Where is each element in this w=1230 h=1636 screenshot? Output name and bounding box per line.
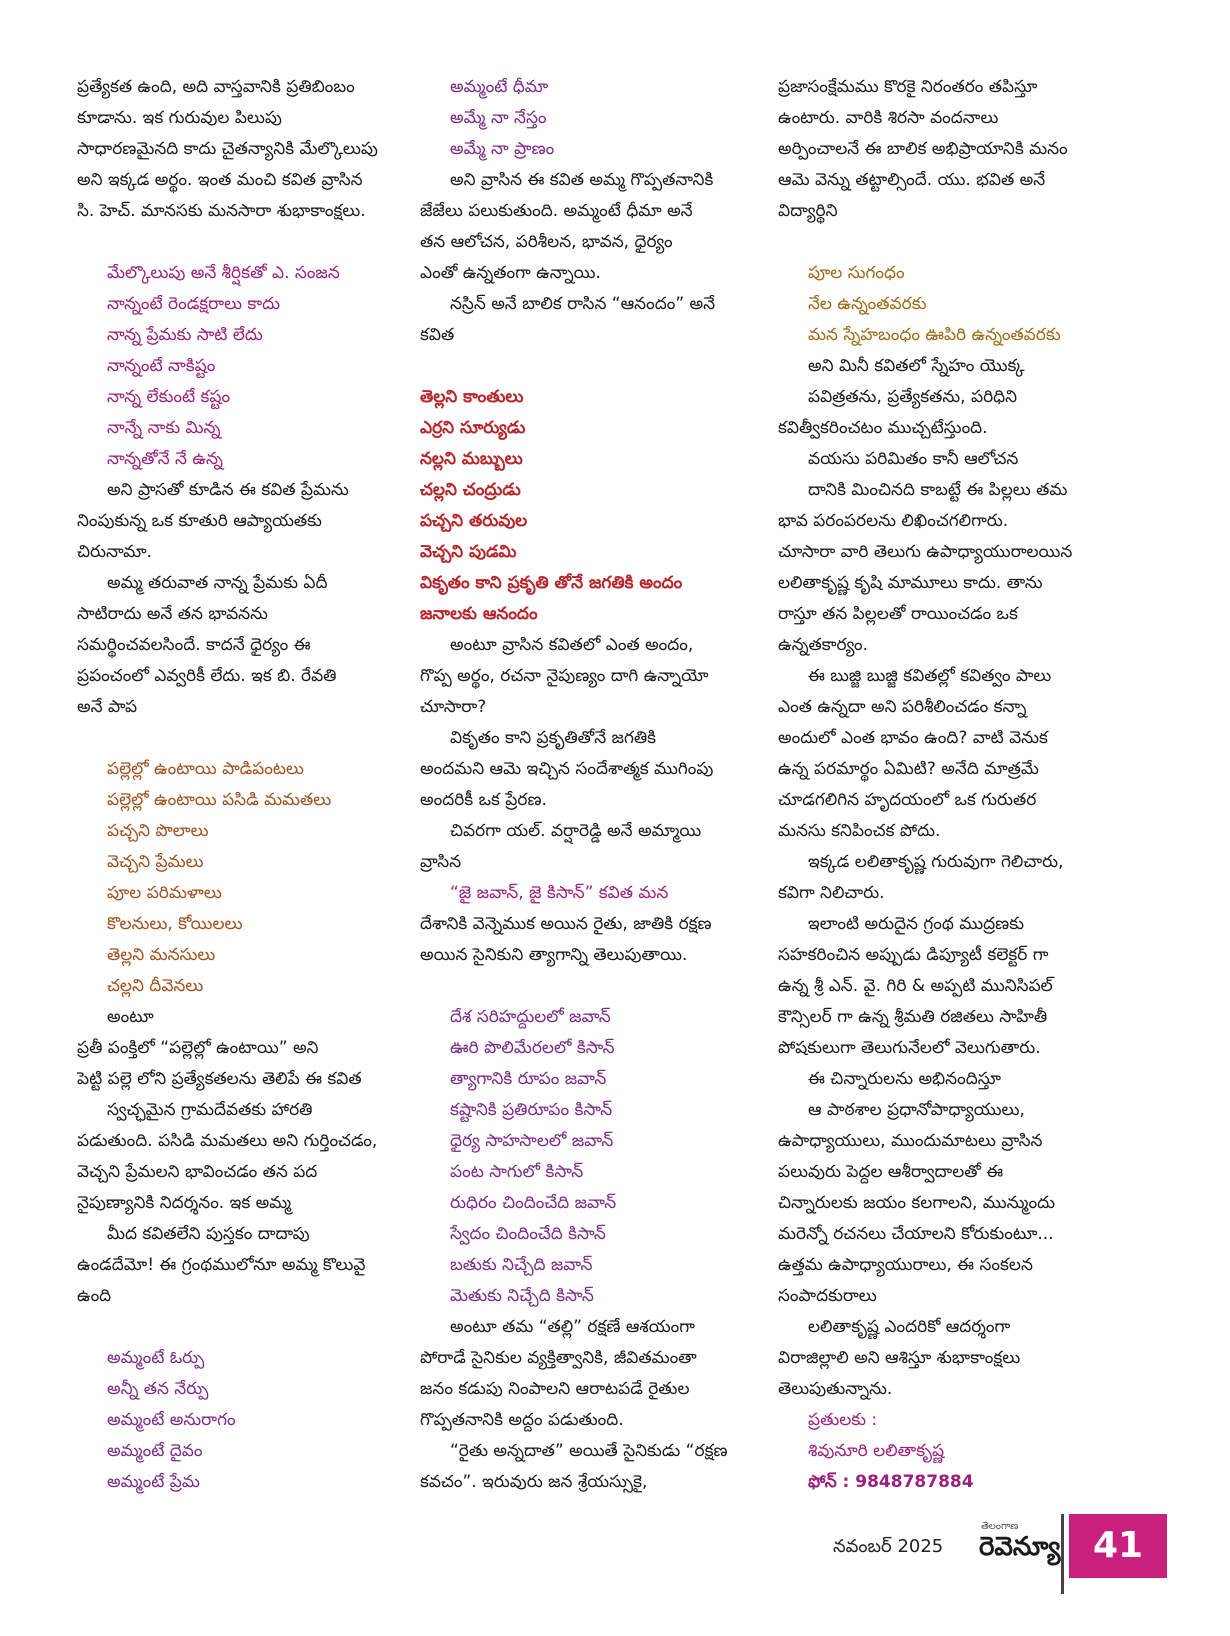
- text-line: కవిత: [420, 325, 455, 345]
- text-line: ఇలాంటి అరుదైన గ్రంథ ముద్రణకు: [808, 914, 1024, 934]
- text-line: శివునూరి లలితాకృష్ణ: [808, 1441, 945, 1461]
- text-line: పోరాడే సైనికుల వ్యక్తిత్వానికి, జీవితమంతా: [420, 1348, 697, 1368]
- text-line: చూసారా వారి తెలుగు ఉపాధ్యాయురాలయిన: [778, 542, 1073, 562]
- text-line: ఇక్కడ లలితాకృష్ణ గురువుగా గెలిచారు,: [808, 852, 1064, 872]
- text-line: కవచం”. ఇరువురు జన శ్రేయస్సుకై,: [420, 1472, 648, 1492]
- text-line: నాన్నంటే నాకిష్టం: [107, 356, 216, 376]
- text-line: ఎంతో ఉన్నతంగా ఉన్నాయి.: [420, 263, 601, 283]
- text-line: పచ్చని పొలాలు: [107, 821, 209, 841]
- text-line: అమ్మ తరువాత నాన్న ప్రేమకు ఏదీ: [107, 573, 328, 593]
- text-line: స్వేదం చిందించేది కిసాన్: [450, 1224, 606, 1244]
- text-line: అందులో ఎంత భావం ఉంది? వాటి వెనుక: [778, 728, 1048, 748]
- text-line: కౌన్సిలర్ గా ఉన్న శ్రీమతి రజితలు సాహితీ: [778, 1007, 1048, 1027]
- text-line: ప్రపంచంలో ఎవ్వరికీ లేదు. ఇక బి. రేవతి: [77, 666, 337, 686]
- text-line: నాన్న లేకుంటే కష్టం: [107, 387, 231, 407]
- text-line: పెట్టి పల్లె లోని ప్రత్యేకతలను తెలిపే ఈ కవిత: [77, 1069, 362, 1089]
- text-line: ఉన్న శ్రీ ఎన్. వై. గిరి & అప్పటి మునిసిపల్: [778, 976, 1053, 996]
- text-line: స్వచ్ఛమైన గ్రామదేవతకు హారతి: [107, 1100, 313, 1120]
- text-line: రుధిరం చిందించేది జవాన్: [450, 1193, 617, 1213]
- text-line: చిరునామా.: [77, 542, 152, 562]
- text-line: సాధారణమైనది కాదు చైతన్యానికి మేల్కొలుపు: [77, 139, 378, 159]
- text-line: చివరగా యల్. వర్షారెడ్డి అనే అమ్మాయి: [450, 821, 702, 841]
- text-line: పడుతుంది. పసిడి మమతలు అని గుర్తించడం,: [77, 1131, 378, 1151]
- text-line: వెచ్చని పుడమి: [420, 542, 517, 562]
- paragraph-gap: [77, 1312, 407, 1343]
- text-line: చిన్నారులకు జయం కలగాలని, మున్ముందు: [778, 1193, 1055, 1213]
- footer-divider: [1061, 1514, 1064, 1594]
- text-line: కూడాను. ఇక గురువుల పిలుపు: [77, 108, 282, 128]
- text-line: నస్రిన్ అనే బాలిక రాసిన “ఆనందం” అనే: [450, 294, 716, 314]
- text-column-1: [77, 72, 407, 1498]
- text-line: తెల్లని మనసులు: [107, 945, 216, 965]
- text-line: గొప్పతనానికి అద్దం పడుతుంది.: [420, 1410, 624, 1430]
- text-line: ధైర్య సాహసాలలో జవాన్: [450, 1131, 614, 1151]
- text-line: కొలనులు, కోయిలలు: [107, 914, 243, 934]
- text-line: పల్లెల్లో ఉంటాయి పాడిపంటలు: [107, 759, 304, 779]
- text-line: విరాజిల్లాలి అని ఆశిస్తూ శుభాకాంక్షలు: [778, 1348, 1021, 1368]
- text-line: అని వ్రాసిన ఈ కవిత అమ్మ గొప్పతనానికి: [450, 170, 714, 190]
- text-line: పలువురు పెద్దల ఆశీర్వాదాలతో ఈ: [778, 1162, 1004, 1182]
- text-line: పోషకులుగా తెలుగునేలలో వెలుగుతారు.: [778, 1038, 1041, 1058]
- text-line: ఉన్న పరమార్థం ఏమిటి? అనేది మాత్రమే: [778, 759, 1039, 779]
- text-line: దానికి మించినది కాబట్టే ఈ పిల్లలు తమ: [808, 480, 1068, 500]
- text-line: బతుకు నిచ్చేది జవాన్: [450, 1255, 593, 1275]
- magazine-title: రెవెన్యూ: [979, 1532, 1061, 1562]
- text-line: అర్పించాలనే ఈ బాలిక అభిప్రాయానికి మనం: [778, 139, 1068, 159]
- text-line: ఈ బుజ్జి బుజ్జి కవితల్లో కవిత్వం పాలు: [808, 666, 1052, 686]
- text-line: కష్టానికి ప్రతిరూపం కిసాన్: [450, 1100, 613, 1120]
- text-line: సంపాదకురాలు: [778, 1286, 877, 1306]
- text-line: లలితాకృష్ణ కృషి మామూలు కాదు. తాను: [778, 573, 1043, 593]
- text-line: అందమని ఆమె ఇచ్చిన సందేశాత్మక ముగింపు: [420, 759, 714, 779]
- text-line: “రైతు అన్నదాత” అయితే సైనికుడు “రక్షణ: [450, 1441, 728, 1461]
- text-line: అమ్మంటే ఓర్పు: [107, 1348, 205, 1368]
- text-line: లలితాకృష్ణ ఎందరికో ఆదర్శంగా: [808, 1317, 1011, 1337]
- text-line: వ్రాసిన: [420, 852, 462, 872]
- text-line: ఎర్రని సూర్యుడు: [420, 418, 526, 438]
- text-line: వెచ్చని ప్రేమలని భావించడం తన పద: [77, 1162, 318, 1182]
- text-line: అందరికీ ఒక ప్రేరణ.: [420, 790, 547, 810]
- text-line: ఉంది: [77, 1286, 112, 1306]
- text-line: మనసు కనిపించక పోదు.: [778, 821, 941, 841]
- text-line: రాస్తూ తన పిల్లలతో రాయించడం ఒక: [778, 604, 1018, 624]
- text-line: అంటూ తమ “తల్లి” రక్షణే ఆశయంగా: [450, 1317, 695, 1337]
- text-line: నాన్న ప్రేమకు సాటి లేదు: [107, 325, 263, 345]
- text-line: ప్రతీ పంక్తిలో “పల్లెల్లో ఉంటాయి” అని: [77, 1038, 319, 1058]
- text-line: పూల సుగంధం: [808, 263, 905, 283]
- text-line: తన ఆలోచన, పరిశీలన, భావన, ధైర్యం: [420, 232, 673, 252]
- text-line: చల్లని దీవెనలు: [107, 976, 204, 996]
- text-line: అనే పాప: [77, 697, 138, 717]
- text-line: ఉన్నతకార్యం.: [778, 635, 869, 655]
- text-column-3: [778, 72, 1153, 1498]
- text-line: అయిన సైనికుని త్యాగాన్ని తెలుపుతాయి.: [420, 945, 688, 965]
- text-line: అని ఇక్కడ అర్థం. ఇంత మంచి కవిత వ్రాసిన: [77, 170, 363, 190]
- text-line: పంట సాగులో కిసాన్: [450, 1162, 584, 1182]
- text-line: దేశ సరిహద్దులలో జవాన్: [450, 1007, 611, 1027]
- text-line: కవిత్వీకరించటం ముచ్చటేస్తుంది.: [778, 418, 988, 438]
- text-line: ఉండదేమో! ఈ గ్రంథములోనూ అమ్మ కొలువై: [77, 1255, 366, 1275]
- paragraph-gap: [77, 227, 407, 258]
- text-line: ఆ పాఠశాల ప్రధానోపాధ్యాయులు,: [808, 1100, 1025, 1120]
- text-line: ప్రతులకు :: [808, 1410, 878, 1430]
- text-line: నాన్నే నాకు మిన్న: [107, 418, 221, 438]
- text-line: అమ్మంటే దైవం: [107, 1441, 203, 1461]
- page-footer: [833, 1514, 1173, 1578]
- text-line: ఊరి పొలిమేరలలో కిసాన్: [450, 1038, 615, 1058]
- text-line: వికృతం కాని ప్రకృతితోనే జగతికి: [450, 728, 657, 748]
- text-line: మెతుకు నిచ్చేది కిసాన్: [450, 1286, 594, 1306]
- text-line: మీద కవితలేని పుస్తకం దాదాపు: [107, 1224, 310, 1244]
- text-line: త్యాగానికి రూపం జవాన్: [450, 1069, 607, 1089]
- text-line: చల్లని చంద్రుడు: [420, 480, 521, 500]
- text-line: నాన్నంటే రెండక్షరాలు కాదు: [107, 294, 281, 314]
- text-line: అమ్మంటే ప్రేమ: [107, 1472, 200, 1492]
- text-line: మేల్కొలుపు అనే శీర్షికతో ఎ. సంజన: [107, 263, 340, 283]
- page-number: 41: [1069, 1514, 1167, 1578]
- text-line: పూల పరిమళాలు: [107, 883, 222, 903]
- text-line: “జై జవాన్, జై కిసాన్” కవిత మన: [450, 883, 669, 903]
- text-line: పచ్చని తరువుల: [420, 511, 528, 531]
- text-line: ఆమె వెన్ను తట్టాల్సిందే. యు. భవిత అనే: [778, 170, 1046, 190]
- text-line: మరెన్నో రచనలు చేయాలని కోరుకుంటూ...: [778, 1224, 1054, 1244]
- text-line: అన్నీ తన నేర్పు: [107, 1379, 209, 1399]
- text-line: అని మినీ కవితలో స్నేహం యొక్క: [808, 356, 1025, 376]
- text-line: విద్యార్థిని: [778, 201, 838, 221]
- text-line: జనం కడుపు నింపాలని ఆరాటపడే రైతుల: [420, 1379, 690, 1399]
- text-line: గొప్ప అర్థం, రచనా నైపుణ్యం దాగి ఉన్నాయో: [420, 666, 709, 686]
- paragraph-gap: [778, 227, 1153, 258]
- text-line: అమ్మే నా నేస్తం: [450, 108, 547, 128]
- text-line: నింపుకున్న ఒక కూతురి ఆప్యాయతకు: [77, 511, 322, 531]
- text-line: సి. హెచ్. మానసకు మనసారా శుభాకాంక్షలు.: [77, 201, 366, 221]
- text-line: ఎంత ఉన్నదా అని పరిశీలించడం కన్నా: [778, 697, 1027, 717]
- text-line: ప్రత్యేకత ఉంది, అది వాస్తవానికి ప్రతిబింబం: [77, 77, 355, 97]
- text-line: ఉత్తమ ఉపాధ్యాయురాలు, ఈ సంకలన: [778, 1255, 1033, 1275]
- paragraph-gap: [420, 351, 750, 382]
- text-line: ప్రజాసంక్షేమము కొరకై నిరంతరం తపిస్తూ: [778, 77, 1038, 97]
- text-line: జేజేలు పలుకుతుంది. అమ్మంటే ధీమా అనే: [420, 201, 693, 221]
- text-line: అని ప్రాసతో కూడిన ఈ కవిత ప్రేమను: [107, 480, 349, 500]
- paragraph-gap: [420, 971, 750, 1002]
- text-line: మన స్నేహబంధం ఊపిరి ఉన్నంతవరకు: [808, 325, 1061, 345]
- magazine-pretitle: తెలంగాణ: [981, 1521, 1019, 1532]
- text-line: ఫోన్ : 9848787884: [808, 1472, 974, 1492]
- text-line: తెల్లని కాంతులు: [420, 387, 524, 407]
- text-line: వికృతం కాని ప్రకృతి తోనే జగతికి అందం: [420, 573, 683, 593]
- text-line: భావ పరంపరలను లిఖించగలిగారు.: [778, 511, 1009, 531]
- text-line: నేల ఉన్నంతవరకు: [808, 294, 927, 314]
- text-line: అమ్మంటే అనురాగం: [107, 1410, 236, 1430]
- text-line: నాన్నతోనే నే ఉన్న: [107, 449, 223, 469]
- text-line: అమ్మే నా ప్రాణం: [450, 139, 555, 159]
- text-column-2: [420, 72, 750, 1498]
- text-line: చూసారా?: [420, 697, 487, 717]
- text-line: సమర్థించవలసిందే. కాదనే ధైర్యం ఈ: [77, 635, 311, 655]
- text-line: కవిగా నిలిచారు.: [778, 883, 885, 903]
- text-line: అంటూ: [107, 1007, 154, 1027]
- text-line: పవిత్రతను, ప్రత్యేకతను, పరిధిని: [808, 387, 1018, 407]
- text-line: దేశానికి వెన్నెముక అయిన రైతు, జాతికి రక్షణ: [420, 914, 712, 934]
- text-line: పల్లెల్లో ఉంటాయి పసిడి మమతలు: [107, 790, 332, 810]
- text-line: జనాలకు ఆనందం: [420, 604, 538, 624]
- text-line: ఉంటారు. వారికి శిరసా వందనాలు: [778, 108, 999, 128]
- text-line: ఉపాధ్యాయులు, ముందుమాటలు వ్రాసిన: [778, 1131, 1043, 1151]
- text-line: వయసు పరిమితం కానీ ఆలోచన: [808, 449, 1019, 469]
- text-line: అంటూ వ్రాసిన కవితలో ఎంత అందం,: [450, 635, 694, 655]
- paragraph-gap: [77, 723, 407, 754]
- text-line: నల్లని మబ్బులు: [420, 449, 523, 469]
- text-line: వెచ్చని ప్రేమలు: [107, 852, 204, 872]
- text-line: ఈ చిన్నారులను అభినందిస్తూ: [808, 1069, 1001, 1089]
- text-line: తెలుపుతున్నాను.: [778, 1379, 893, 1399]
- text-line: సాటిరాదు అనే తన భావనను: [77, 604, 268, 624]
- issue-date: నవంబర్ 2025: [833, 1536, 944, 1557]
- text-line: అమ్మంటే ధీమా: [450, 77, 549, 97]
- text-line: సహకరించిన అప్పుడు డిప్యూటీ కలెక్టర్ గా: [778, 945, 1049, 965]
- text-line: చూడగలిగిన హృదయంలో ఒక గురుతర: [778, 790, 1037, 810]
- text-line: నైపుణ్యానికి నిదర్శనం. ఇక అమ్మ: [77, 1193, 292, 1213]
